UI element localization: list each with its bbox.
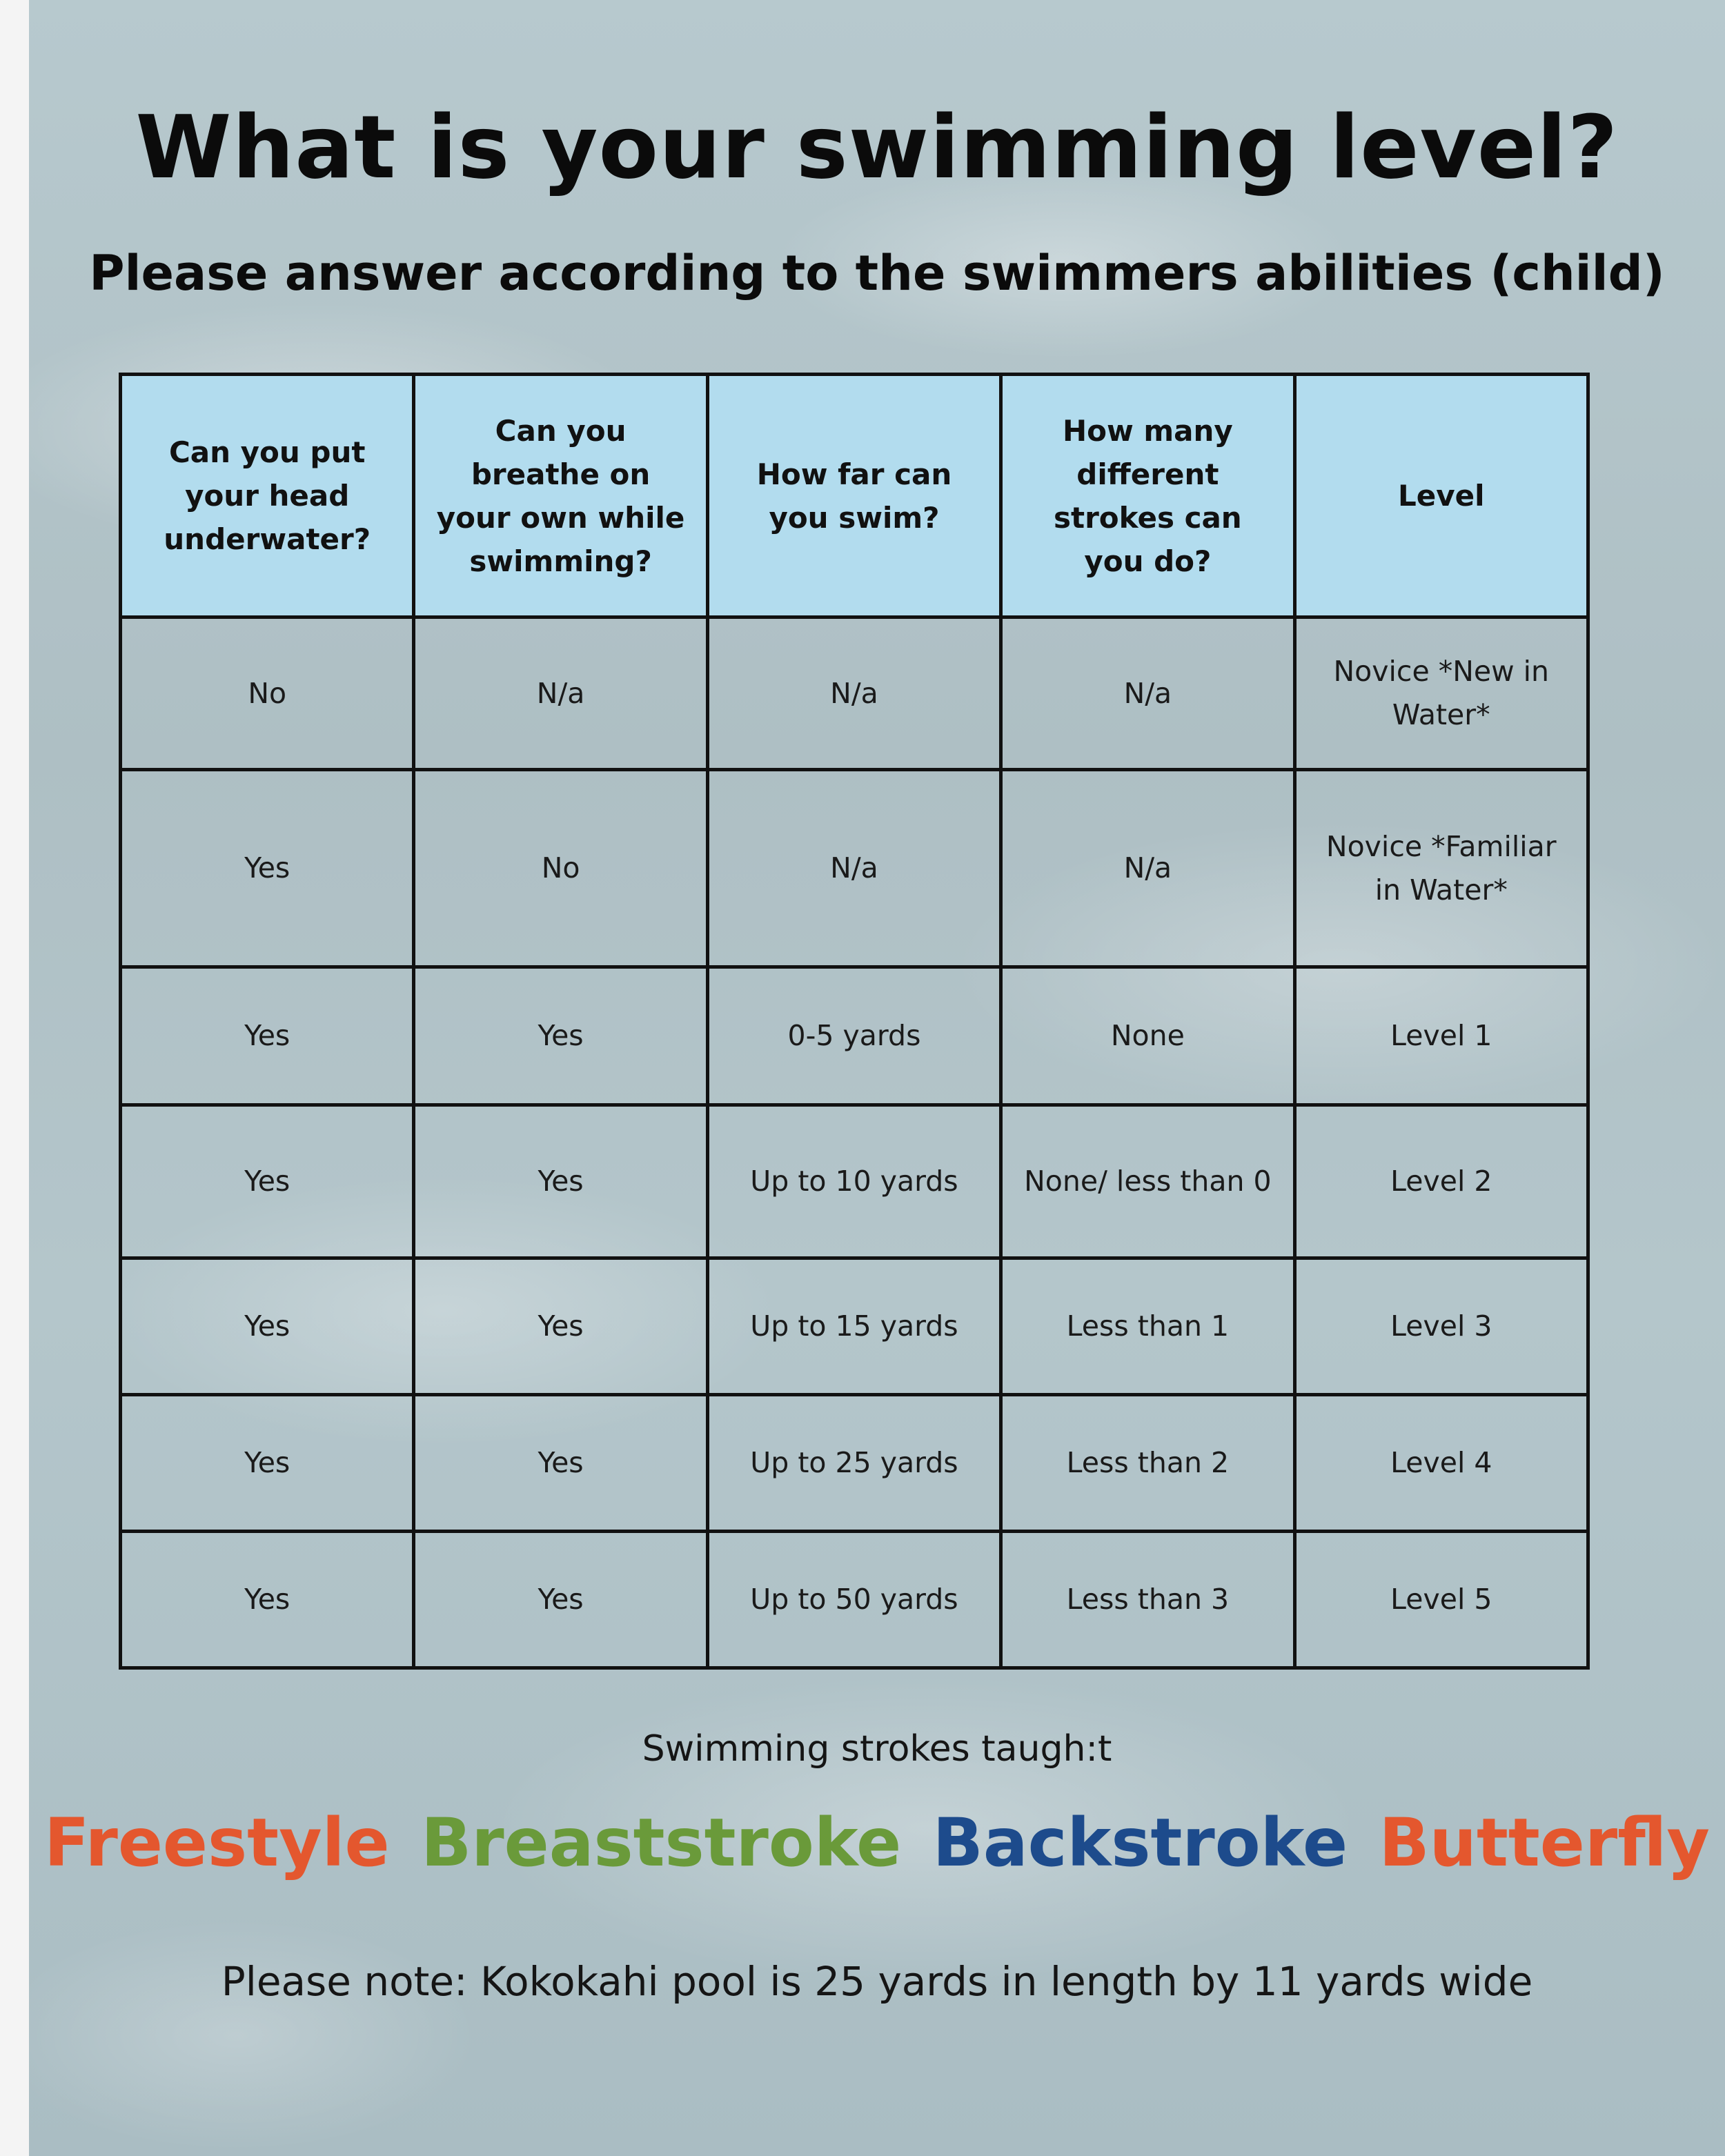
cell-distance: N/a [707, 617, 1000, 770]
cell-distance: Up to 15 yards [707, 1258, 1000, 1395]
cell-head-underwater: Yes [121, 1395, 414, 1532]
page-title: What is your swimming level? [135, 97, 1619, 198]
cell-breathe: N/a [414, 617, 707, 770]
cell-level: Level 3 [1294, 1258, 1588, 1395]
table-row [121, 1105, 1588, 1258]
header-level: Level [1294, 375, 1588, 617]
header-strokes: How many different strokes can you do? [1001, 375, 1294, 617]
cell-head-underwater: Yes [121, 967, 414, 1105]
pool-note: Please note: Kokokahi pool is 25 yards in length by 11 yards wide [221, 1958, 1533, 2005]
cell-level: Level 2 [1294, 1105, 1588, 1258]
cell-strokes: Less than 2 [1001, 1395, 1294, 1532]
table-row [121, 617, 1588, 770]
stroke-breaststroke: Breaststroke [421, 1804, 902, 1881]
cell-breathe: No [414, 770, 707, 967]
cell-breathe: Yes [414, 1532, 707, 1668]
flyer-page [29, 0, 1725, 2156]
table-row [121, 1258, 1588, 1395]
cell-head-underwater: Yes [121, 770, 414, 967]
cell-strokes: N/a [1001, 770, 1294, 967]
table-row [121, 1532, 1588, 1668]
header-breathe: Can you breathe on your own while swimming? [414, 375, 707, 617]
cell-level: Level 4 [1294, 1395, 1588, 1532]
cell-distance: 0-5 yards [707, 967, 1000, 1105]
header-head-underwater: Can you put your head underwater? [121, 375, 414, 617]
cell-distance: N/a [707, 770, 1000, 967]
cell-breathe: Yes [414, 1395, 707, 1532]
cell-head-underwater: No [121, 617, 414, 770]
cell-distance: Up to 10 yards [707, 1105, 1000, 1258]
cell-strokes: None/ less than 0 [1001, 1105, 1294, 1258]
table-row [121, 967, 1588, 1105]
cell-strokes: None [1001, 967, 1294, 1105]
cell-distance: Up to 50 yards [707, 1532, 1000, 1668]
cell-head-underwater: Yes [121, 1532, 414, 1668]
strokes-list [29, 1804, 1725, 1881]
stroke-backstroke: Backstroke [932, 1804, 1348, 1881]
cell-level: Level 1 [1294, 967, 1588, 1105]
cell-level: Novice *Familiar in Water* [1294, 770, 1588, 967]
cell-strokes: Less than 3 [1001, 1532, 1294, 1668]
cell-strokes: N/a [1001, 617, 1294, 770]
swimming-level-table [119, 373, 1590, 1670]
cell-strokes: Less than 1 [1001, 1258, 1294, 1395]
cell-head-underwater: Yes [121, 1258, 414, 1395]
cell-head-underwater: Yes [121, 1105, 414, 1258]
page-subtitle: Please answer according to the swimmers abilities (child) [89, 245, 1665, 301]
stroke-butterfly: Butterfly [1379, 1804, 1710, 1881]
cell-distance: Up to 25 yards [707, 1395, 1000, 1532]
cell-breathe: Yes [414, 1105, 707, 1258]
cell-level: Novice *New in Water* [1294, 617, 1588, 770]
cell-breathe: Yes [414, 1258, 707, 1395]
strokes-label: Swimming strokes taugh:t [642, 1728, 1112, 1770]
cell-level: Level 5 [1294, 1532, 1588, 1668]
table-row [121, 1395, 1588, 1532]
table-row [121, 770, 1588, 967]
header-distance: How far can you swim? [707, 375, 1000, 617]
cell-breathe: Yes [414, 967, 707, 1105]
stroke-freestyle: Freestyle [44, 1804, 390, 1881]
table-header-row [121, 375, 1588, 617]
